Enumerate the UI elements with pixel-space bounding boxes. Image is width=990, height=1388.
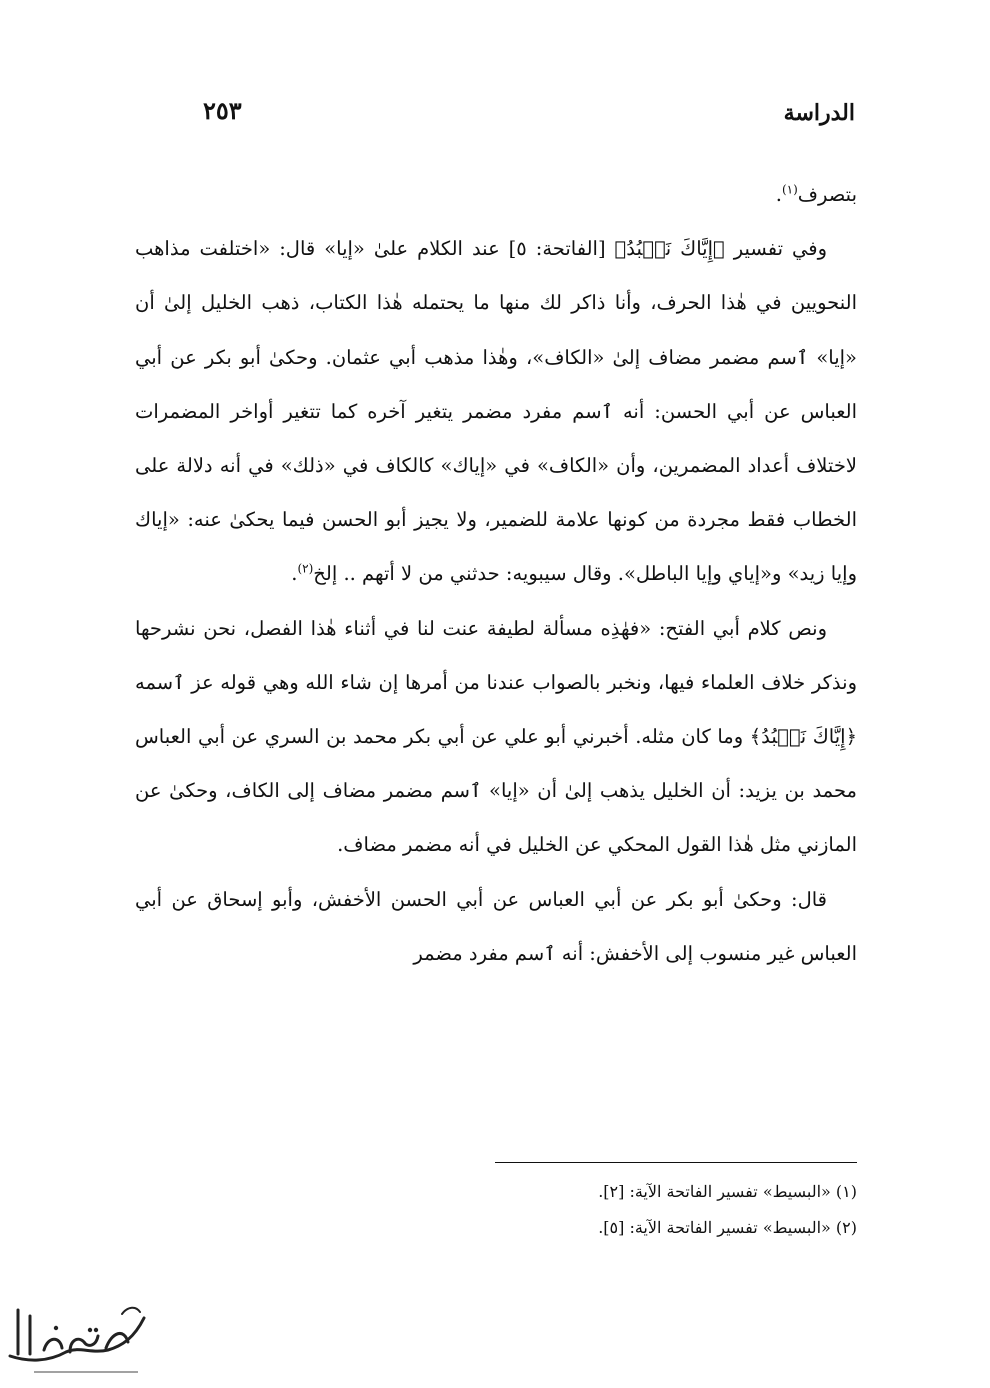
footnote-ref-2: (٢) — [297, 561, 314, 576]
paragraph-1-text: بتصرف — [797, 183, 857, 206]
body-text — [135, 168, 857, 981]
paragraph-2-end: . — [291, 562, 298, 586]
paragraph-2 — [135, 222, 857, 601]
paragraph-1 — [135, 168, 857, 222]
logo-dot — [88, 1328, 92, 1332]
footnote-separator — [495, 1162, 857, 1163]
logo-stroke — [122, 1308, 140, 1314]
logo-dot — [94, 1328, 98, 1332]
footnote-2: (٢) «البسيط» تفسير الفاتحة الآية: [٥]. — [598, 1218, 857, 1237]
page-header — [135, 92, 855, 136]
paragraph-1-end: . — [775, 183, 782, 206]
paragraph-3: ونص كلام أبي الفتح: «فهٰذِه مسألة لطيفة عنت لنا في أثناء هٰذا الفصل، نحن نشرحها ونذكر خلاف العلماء فيها، ونخبر بالصواب عندنا من أمرها إن شاء الله وهي قوله عز ٱسمه ﴿إِيَّاكَ نَعۡبُدُ﴾ وما كان مثله. أخبرني أبو علي عن أبي بكر محمد بن السري عن أبي العباس محمد بن يزيد: أن الخليل يذهب إلىٰ أن «إيا» ٱسم مضمر مضاف إلى الكاف، وحكىٰ عن المازني مثل هٰذا القول المحكي عن الخليل في أنه مضمر مضاف. — [135, 616, 857, 857]
footnote-ref-1: (١) — [781, 182, 798, 197]
calligraphy-logo — [4, 1292, 150, 1382]
page-number: ٢٥٣ — [203, 96, 242, 125]
footnote-1: (١) «البسيط» تفسير الفاتحة الآية: [٢]. — [598, 1182, 857, 1201]
running-title: الدراسة — [783, 100, 855, 126]
logo-stroke — [44, 1339, 62, 1350]
paragraph-4: قال: وحكىٰ أبو بكر عن أبي العباس عن أبي الحسن الأخفش، وأبو إسحاق عن أبي العباس غير منسوب إلى الأخفش: أنه ٱسم مفرد مضمر — [135, 887, 857, 965]
paragraph-2-text: وفي تفسير ﴿إِيَّاكَ نَعۡبُدُ﴾ [الفاتحة: ٥] عند الكلام علىٰ «إيا» قال: «اختلفت مذاهب النحويين في هٰذا الحرف، وأنا ذاكر لك منها ما يحتمله هٰذا الكتاب، ذهب الخليل إلىٰ أن «إيا» ٱسم مضمر مضاف إلىٰ «الكاف»، وهٰذا مذهب أبي عثمان. وحكىٰ أبو بكر عن أبي العباس عن أبي الحسن: أنه ٱسم مفرد مضمر يتغير آخره كما تتغير أواخر المضمرات لاختلاف أعداد المضمرين، وأن «الكاف» في «إياك» كالكاف في «ذلك» في أنه دلالة على الخطاب فقط مجردة من كونها علامة للضمير، ولا يجيز أبو الحسن فيما يحكىٰ عنه: «إياك وإيا زيد» و«إياي وإيا الباطل». وقال سيبويه: حدثني من لا أتهم .. إلخ — [135, 237, 857, 586]
footnotes — [135, 1174, 857, 1246]
logo-dot — [54, 1326, 58, 1330]
